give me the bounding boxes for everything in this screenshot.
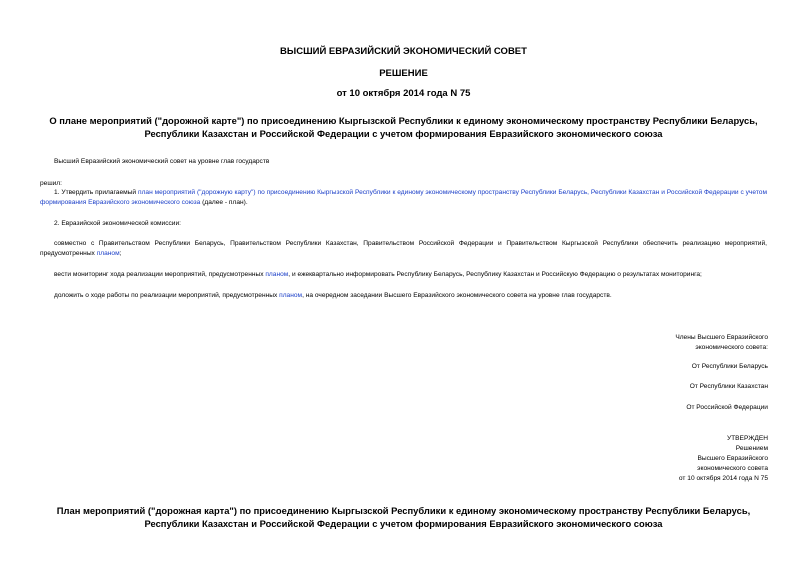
decided-label: решил:	[40, 180, 62, 187]
approval-block	[679, 434, 768, 484]
subitem-2-text: вести мониторинг хода реализации мероприятий, предусмотренных	[54, 271, 266, 278]
members-signature-block	[675, 333, 768, 353]
item-2-paragraph: 2. Евразийской экономической комиссии:	[54, 220, 182, 227]
approval-line-1: УТВЕРЖДЕН	[726, 435, 768, 442]
subitem-3-paragraph	[40, 291, 767, 301]
signature-belarus: От Республики Беларусь	[691, 363, 768, 370]
members-line-1: Члены Высшего Евразийского	[675, 334, 768, 341]
document-type-heading: РЕШЕНИЕ	[379, 68, 428, 79]
document-date-heading: от 10 октября 2014 года N 75	[336, 88, 471, 99]
subitem-3-text: доложить о ходе работы по реализации мероприятий, предусмотренных	[54, 292, 280, 299]
signature-russia: От Российской Федерации	[686, 404, 768, 411]
subitem-1-suffix: ;	[119, 250, 122, 257]
subitem-2-paragraph	[40, 270, 767, 280]
plan-link[interactable]: планом	[279, 292, 303, 299]
members-line-2: экономического совета:	[695, 344, 768, 351]
signature-kazakhstan: От Республики Казахстан	[689, 383, 768, 390]
plan-title: План мероприятий ("дорожная карта") по присоединению Кыргызской Республики к единому экономическому пространству Республики Беларусь, Республики Казахстан и Российской Федерации с учетом формирования Евразийского экономического союза	[56, 505, 751, 529]
approval-line-4: экономического совета	[697, 465, 768, 472]
intro-paragraph: Высший Евразийский экономический совет на уровне глав государств	[54, 158, 270, 165]
document-title: О плане мероприятий ("дорожной карте") по присоединению Кыргызской Республики к единому экономическому пространству Республики Беларусь, Республики Казахстан и Российской Федерации с учетом формирования Евразийского экономического союза	[49, 115, 758, 139]
subitem-3-suffix: , на очередном заседании Высшего Евразийского экономического совета на уровне глав государств.	[302, 292, 612, 299]
item-1-prefix: 1. Утвердить прилагаемый	[54, 189, 138, 196]
approval-line-3: Высшего Евразийского	[697, 455, 768, 462]
subitem-1-text: совместно с Правительством Республики Беларусь, Правительством Республики Казахстан, Правительством Российской Федерации и Правительством Кыргызской Республики обеспечить реализацию мероприятий, предусмотренных	[40, 240, 767, 257]
plan-link[interactable]: планом	[265, 271, 289, 278]
approval-line-5: от 10 октября 2014 года N 75	[678, 475, 768, 482]
subitem-2-suffix: , и ежеквартально информировать Республику Беларусь, Республику Казахстан и Российскую Федерацию о результатах мониторинга;	[288, 271, 702, 278]
council-heading: ВЫСШИЙ ЕВРАЗИЙСКИЙ ЭКОНОМИЧЕСКИЙ СОВЕТ	[280, 46, 527, 57]
item-1-suffix: (далее - план).	[200, 199, 248, 206]
subitem-1-paragraph	[40, 239, 767, 259]
item-1-paragraph	[40, 188, 767, 208]
approval-line-2: Решением	[735, 445, 768, 452]
plan-link[interactable]: план мероприятий ("дорожную карту") по присоединению Кыргызской Республики к единому экономическому пространству Республики Беларусь, Республики Казахстан и Российской Федерации с учетом формирования Евразийского экономического союза	[40, 189, 767, 206]
plan-link[interactable]: планом	[96, 250, 120, 257]
